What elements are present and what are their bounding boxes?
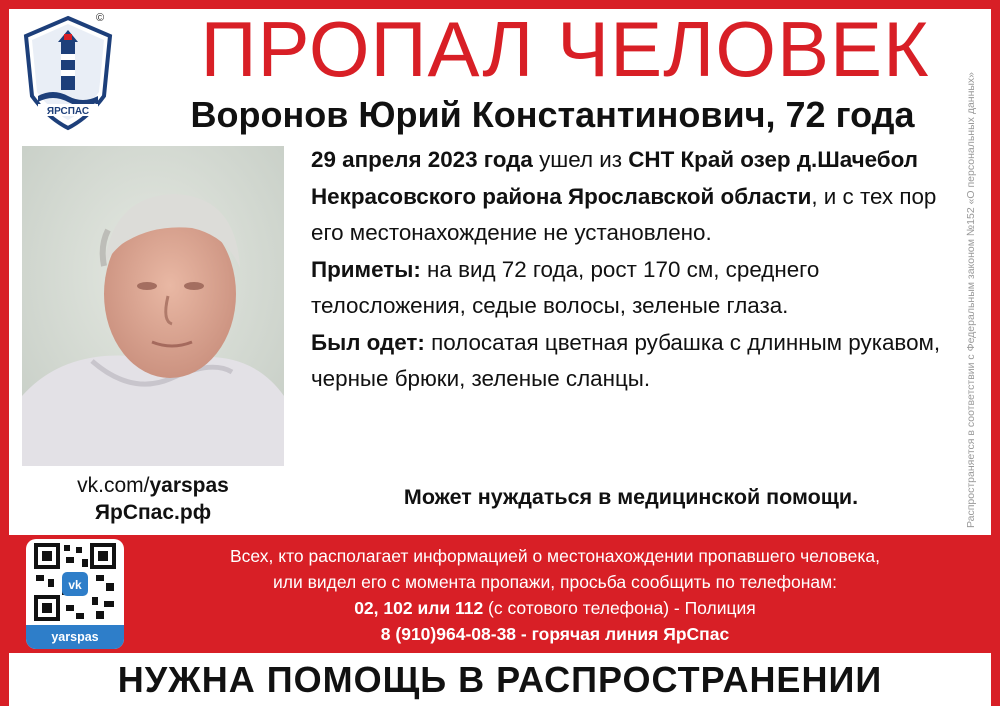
logo-text: ЯРСПАС [46,106,90,117]
person-name: Воронов Юрий Константинович, 72 года [190,94,915,135]
info-line-1: Всех, кто располагает информацией о местонахождении пропавшего человека, [229,546,881,566]
medical-note: Может нуждаться в медицинской помощи. [403,485,859,509]
signs-label: Приметы: [311,256,421,282]
description-text [311,142,951,398]
svg-text:vk: vk [68,578,82,592]
left-tail: , и с тех пор его местонахождение не установлено. [311,183,937,245]
copyright-mark: © [96,12,105,24]
personal-data-notice: Распространяется в соответствии с Федеральным законом №152 «О персональных данных» [965,71,977,528]
missing-date: 29 апреля 2023 года [311,147,533,172]
person-photo [22,146,284,466]
clothes-text: полосатая цветная рубашка с длинным рукавом, черные брюки, зеленые сланцы. [311,329,941,391]
contact-links [22,472,284,526]
clothes-label: Был одет: [311,329,425,355]
site-link[interactable]: ЯрСпас.рф [94,501,212,524]
contact-info [145,543,965,647]
police-numbers: 02, 102 или 112 [354,598,484,618]
yarspas-logo [18,14,118,134]
person-photo-drawing [22,146,284,466]
bottom-banner: НУЖНА ПОМОЩЬ В РАСПРОСТРАНЕНИИ [9,653,991,706]
police-text: (с сотового телефона) - Полиция [483,598,756,618]
headline-missing-person: ПРОПАЛ ЧЕЛОВЕК [200,5,930,93]
signs-text: на вид 72 года, рост 170 см, среднего телосложения, седые волосы, зеленые глаза. [311,256,820,318]
vk-handle[interactable]: yarspas [149,474,229,497]
hotline: 8 (910)964-08-38 - горячая линия ЯрСпас [380,624,730,644]
left-text: ушел из [532,147,629,172]
info-line-2: или видел его с момента пропажи, просьба сообщить по телефонам: [272,572,838,592]
qr-label: yarspas [26,625,124,649]
qr-code-card[interactable] [26,539,124,649]
missing-place: СНТ Край озер д.Шачебол Некрасовского района Ярославской области [311,147,918,209]
qr-code-icon [26,539,124,625]
vk-prefix: vk.com/ [77,474,150,497]
